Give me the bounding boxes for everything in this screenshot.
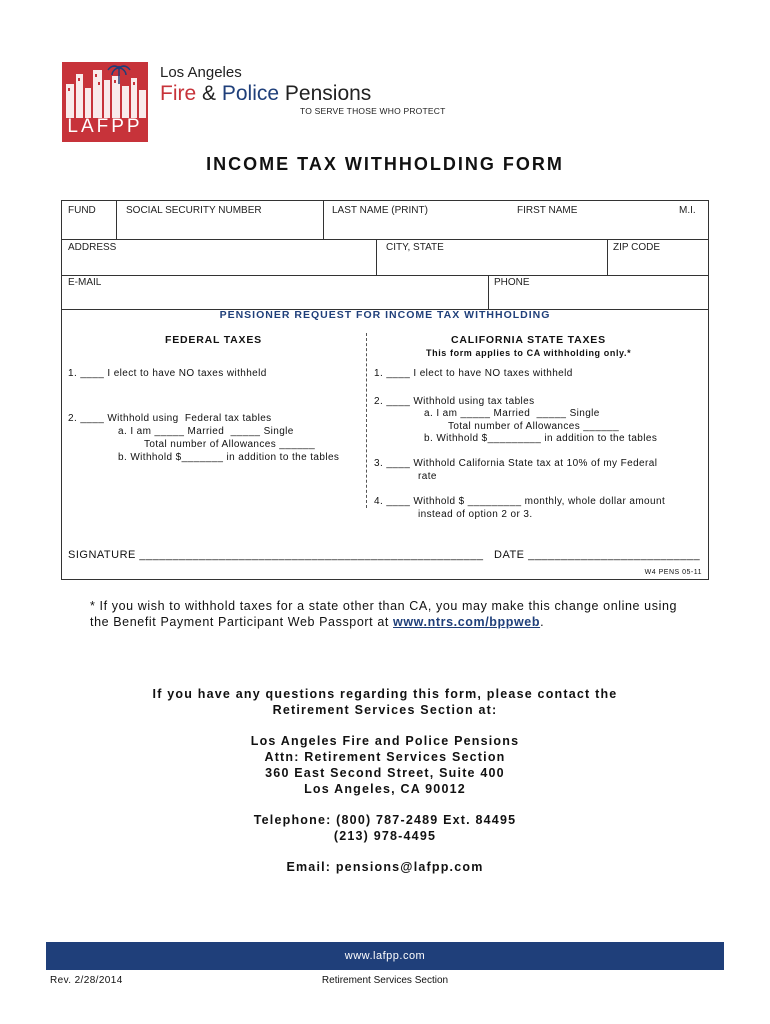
footer-website[interactable]: www.lafpp.com [46,942,724,970]
last-name-label: LAST NAME (PRINT) [332,205,428,216]
lafpp-logo [62,62,148,142]
divider [62,275,708,276]
ca-option-2b: b. Withhold $_________ in addition to the tables [424,433,658,444]
contact-email[interactable]: Email: pensions@lafpp.com [286,860,484,874]
signature-line[interactable]: SIGNATURE ____________________________________________________ [68,549,484,561]
fund-label: FUND [68,205,96,216]
address-label: ADDRESS [68,242,117,253]
org-tagline: TO SERVE THOSE WHO PROTECT [300,106,446,116]
form-code: W4 PENS 05-11 [644,569,702,576]
ca-option-4-note: instead of option 2 or 3. [418,509,533,520]
org-city: Los Angeles [160,64,242,81]
org-name-police: Police [221,82,280,105]
org-name-pensions: Pensions [284,82,372,105]
city-skyline-icon [62,62,148,118]
divider [488,275,489,309]
contact-intro-2: Retirement Services Section at: [272,703,498,717]
federal-option-2b: b. Withhold $_______ in addition to the tables [118,452,340,463]
state-note-text: * If you wish to withhold taxes for a state other than CA, you may make this change online using the Benefit Payment Participant Web Passport at [90,599,678,629]
contact-phone-1: Telephone: (800) 787-2489 Ext. 84495 [253,813,517,827]
footer-revision: Rev. 2/28/2014 [50,975,123,986]
divider [116,201,117,239]
ssn-label: SOCIAL SECURITY NUMBER [126,205,262,216]
state-note [90,598,690,630]
ca-option-2: 2. ____ Withhold using tax tables [374,396,535,407]
contact-address-3: 360 East Second Street, Suite 400 [265,766,505,780]
ca-option-1: 1. ____ I elect to have NO taxes withheld [374,368,573,379]
federal-option-2: 2. ____ Withhold using Federal tax tables [68,413,272,424]
logo-text: LAFPP [67,116,143,137]
form-title: INCOME TAX WITHHOLDING FORM [206,154,564,174]
email-label: E-MAIL [68,277,102,288]
column-divider [366,333,367,508]
contact-intro-1: If you have any questions regarding this form, please contact the [152,687,618,701]
federal-option-2a: a. I am _____ Married _____ Single [118,426,294,437]
org-name-amp: & [202,82,217,105]
ca-option-4: 4. ____ Withhold $ _________ monthly, whole dollar amount [374,496,666,507]
state-note-end: . [540,615,545,629]
contact-address-4: Los Angeles, CA 90012 [304,782,466,796]
contact-phone-2: (213) 978-4495 [333,829,437,843]
org-name [160,82,371,106]
california-taxes-heading: CALIFORNIA STATE TAXES [451,334,606,346]
date-line[interactable]: DATE __________________________ [494,549,701,561]
ca-option-2a: a. I am _____ Married _____ Single [424,408,600,419]
footer-section: Retirement Services Section [321,975,449,986]
phone-label: PHONE [494,277,530,288]
zip-code-label: ZIP CODE [613,242,661,253]
contact-address-1: Los Angeles Fire and Police Pensions [250,734,520,748]
federal-option-1: 1. ____ I elect to have NO taxes withheld [68,368,267,379]
california-subheading: This form applies to CA withholding only.* [426,348,632,358]
mi-label: M.I. [679,205,696,216]
bppweb-link[interactable]: www.ntrs.com/bppweb [393,615,541,629]
contact-address-2: Attn: Retirement Services Section [264,750,506,764]
divider [62,239,708,240]
ca-option-3: 3. ____ Withhold California State tax at 10% of my Federal [374,458,658,469]
first-name-label: FIRST NAME [517,205,578,216]
federal-taxes-heading: FEDERAL TAXES [165,334,262,346]
org-name-fire: Fire [160,82,197,105]
section-title: PENSIONER REQUEST FOR INCOME TAX WITHHOLDING [219,309,551,321]
ca-option-2-allowances: Total number of Allowances ______ [448,421,620,432]
city-state-label: CITY, STATE [386,242,444,253]
divider [323,201,324,239]
divider [376,239,377,275]
federal-option-2-allowances: Total number of Allowances ______ [144,439,316,450]
withholding-form [61,200,709,580]
divider [607,239,608,275]
ca-option-3-rate: rate [418,471,437,482]
